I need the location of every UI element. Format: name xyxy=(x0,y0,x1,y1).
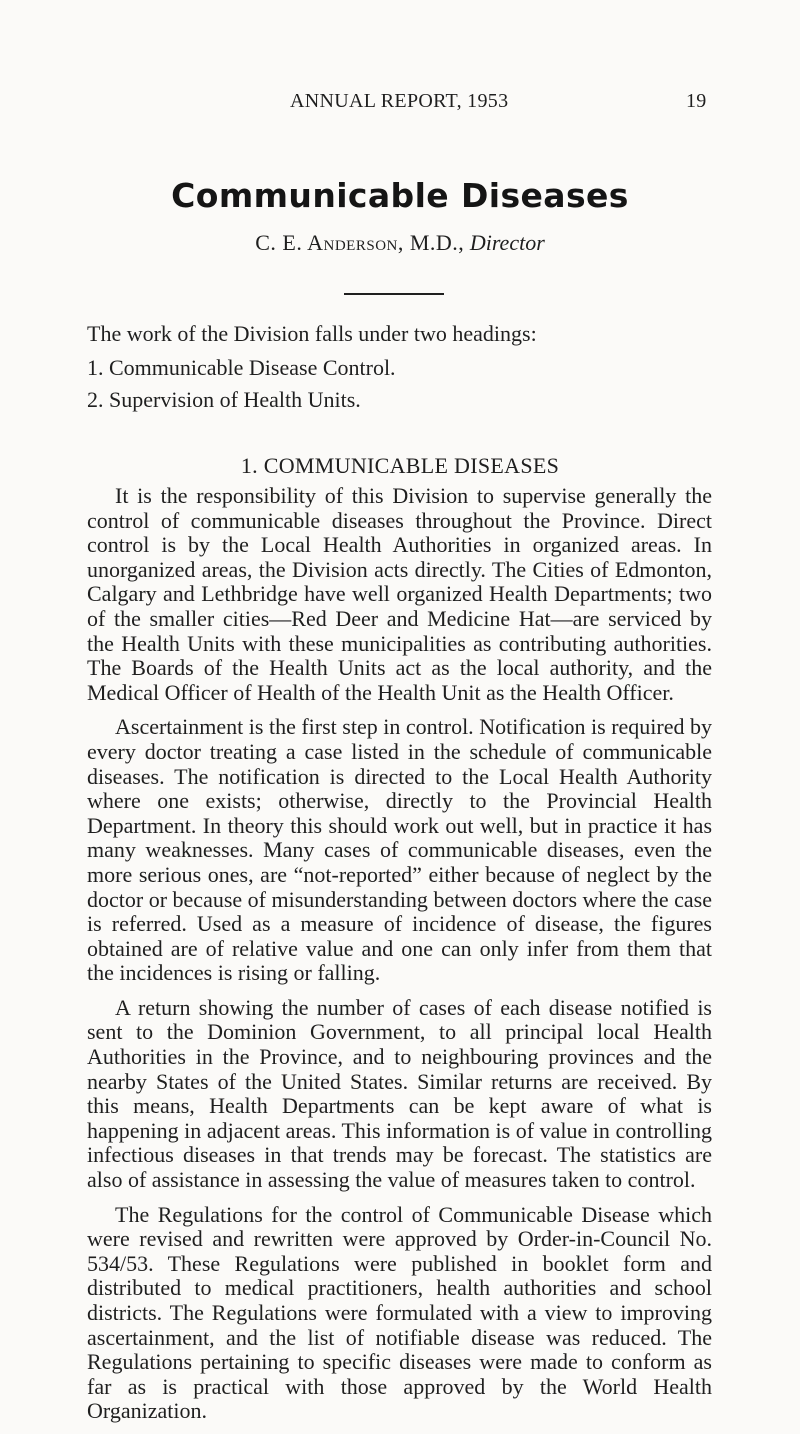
paragraph: The Regulations for the control of Communicable Disease which were revised and rewritten were approved by Order-in-Council No. 534/53. These Regulations were published in booklet form and distributed to medical practitioners, health authorities and school districts. The Regulations were formulated with a view to improving ascertainment, and the list of notifiable disease was reduced. The Regulations pertaining to specific diseases were made to conform as far as is practical with those approved by the World Health Organization. xyxy=(87,1201,712,1424)
divider-rule xyxy=(344,293,444,295)
page-number: 19 xyxy=(686,90,707,112)
running-title: ANNUAL REPORT, 1953 xyxy=(290,90,509,112)
page-title: Communicable Diseases xyxy=(171,176,629,215)
author-name: C. E. Anderson, M.D., xyxy=(255,230,465,255)
section-heading: 1. COMMUNICABLE DISEASES xyxy=(240,453,560,478)
section-body xyxy=(87,484,712,1434)
headings-list xyxy=(87,353,396,417)
paragraph: Ascertainment is the first step in control. Notification is required by every doctor treating a case listed in the schedule of communicable diseases. The notification is directed to the Local Health Authority where one exists; otherwise, directly to the Provincial Health Department. In theory this should work out well, but in practice it has many weaknesses. Many cases of communicable diseases, even the more serious ones, are “not-reported” either because of neglect by the doctor or because of misunderstanding between doctors where the case is referred. Used as a measure of incidence of disease, the figures obtained are of relative value and one can only infer from them that the incidences is rising or falling. xyxy=(87,714,712,986)
running-header xyxy=(0,90,800,114)
paragraph: A return showing the number of cases of each disease notified is sent to the Dominion Government, to all principal local Health Authorities in the Province, and to neighbouring provinces and the nearby States of the United States. Similar returns are received. By this means, Health Departments can be kept aware of what is happening in adjacent areas. This information is of value in controlling infectious diseases in that trends may be forecast. The statistics are also of assistance in assessing the value of measures taken to control. xyxy=(87,994,712,1193)
author-role: Director xyxy=(469,230,545,255)
list-item: 1. Communicable Disease Control. xyxy=(87,355,396,380)
intro-lead: The work of the Division falls under two headings: xyxy=(87,321,537,346)
list-item: 2. Supervision of Health Units. xyxy=(87,387,361,412)
author-line xyxy=(0,230,800,256)
paragraph: It is the responsibility of this Division to supervise generally the control of communicable diseases throughout the Province. Direct control is by the Local Health Authorities in organized areas. In unorganized areas, the Division acts directly. The Cities of Edmonton, Calgary and Lethbridge have well organized Health Departments; two of the smaller cities—Red Deer and Medicine Hat—are serviced by the Health Units with these municipalities as contributing authorities. The Boards of the Health Units act as the local authority, and the Medical Officer of Health of the Health Unit as the Health Officer. xyxy=(87,483,712,705)
